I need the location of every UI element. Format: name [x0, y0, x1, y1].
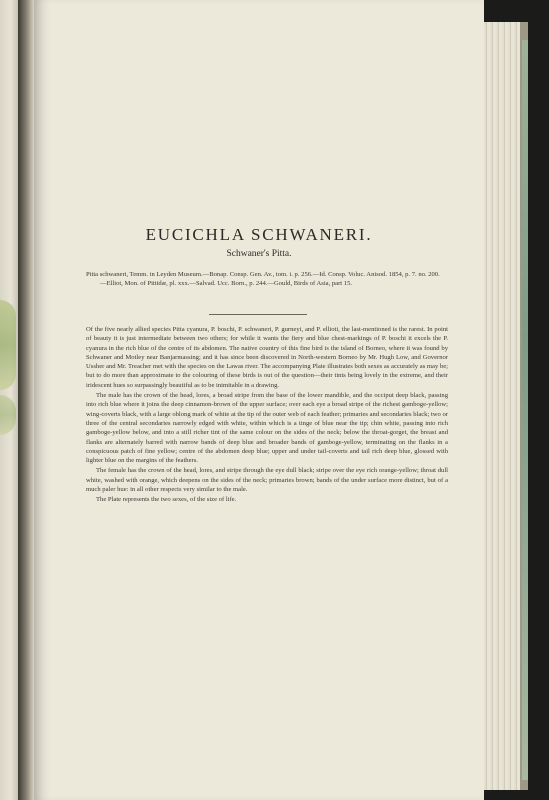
paragraph: The female has the crown of the head, lores, and stripe through the eye dull black; stripe over the eye rich orange-yellow; throat dull white, washed with orange, which deepens on the sides of the neck; primaries brown; bands of the under surface more distinct, but of a much paler hue: in all other respects very similar to the male. — [86, 467, 448, 494]
page-title: EUCICHLA SCHWANERI. — [145, 225, 373, 244]
facing-plate-illustration — [0, 300, 16, 390]
body-text — [86, 325, 448, 506]
references-text: Pitta schwaneri, Temm. in Leyden Museum.—Bonap. Consp. Gen. Av., tom. i. p. 256.—Id. Consp. Voluc. Anisod. 1854, p. 7. no. 200.—Elliot, Mon. of Pittidæ, pl. xxx.—Salvad. Ucc. Born., p. 244.—Gould, Birds of Asia, part 15. — [86, 271, 440, 288]
divider-rule — [209, 314, 307, 315]
page-stack-edges — [484, 22, 520, 790]
paragraph: Of the five nearly allied species Pitta cyanura, P. boschi, P. schwaneri, P. gurneyi, and P. ellioti, the last-mentioned is the rarest. In point of beauty it is just intermediate between two others; for while it wants the fiery and blue chest-markings of P. boschi it excels the P. cyanura in the rich blue of the centre of its abdomen. The native country of this fine bird is the island of Borneo, where it was found by Schwaner and Motley near Banjarmassing; and it has since been discovered in North-western Borneo by Mr. Hugh Low, and Governor Ussher and Mr. Treacher met with the species on the Lawas river. The accompanying Plate illustrates both sexes as accurately as may be; but to do more than approximate to the colouring of these birds is out of the question—their tints being lovely in the extreme, and their iridescent hues so surpassingly beautiful as to be inimitable in a drawing. — [86, 326, 448, 389]
facing-page-edge — [0, 0, 18, 800]
book-gutter — [18, 0, 34, 800]
facing-plate-illustration-lower — [0, 395, 16, 435]
book-page — [34, 0, 484, 800]
page-subtitle: Schwaner's Pitta. — [226, 249, 292, 259]
board-edge — [522, 40, 528, 780]
paragraph: The male has the crown of the head, lores, a broad stripe from the base of the lower mandible, and the occiput deep black, passing into rich blue where it joins the deep cinnamon-brown of the upper surface; over each eye a broad stripe of the richest gamboge-yellow; wing-coverts black, with a large oblong mark of white at the tip of the outer web of each feather; primaries and secondaries black; two or three of the central secondaries narrowly edged with white, within which is a tinge of blue near the tip; chin white, passing into rich gamboge-yellow below, and into a still richer tint of the same colour on the sides of the neck; below the throat-gorget, the breast and flanks are alternately barred with narrow bands of deep blue and broader bands of gamboge-yellow, terminating on the flanks in a conspicuous patch of fine yellow; centre of the abdomen deep blue; upper and under tail-coverts and tail rich deep blue, glossed with lighter blue on the margins of the feathers. — [86, 392, 448, 465]
synonymy-references — [86, 270, 446, 289]
paragraph: The Plate represents the two sexes, of the size of life. — [96, 496, 237, 504]
